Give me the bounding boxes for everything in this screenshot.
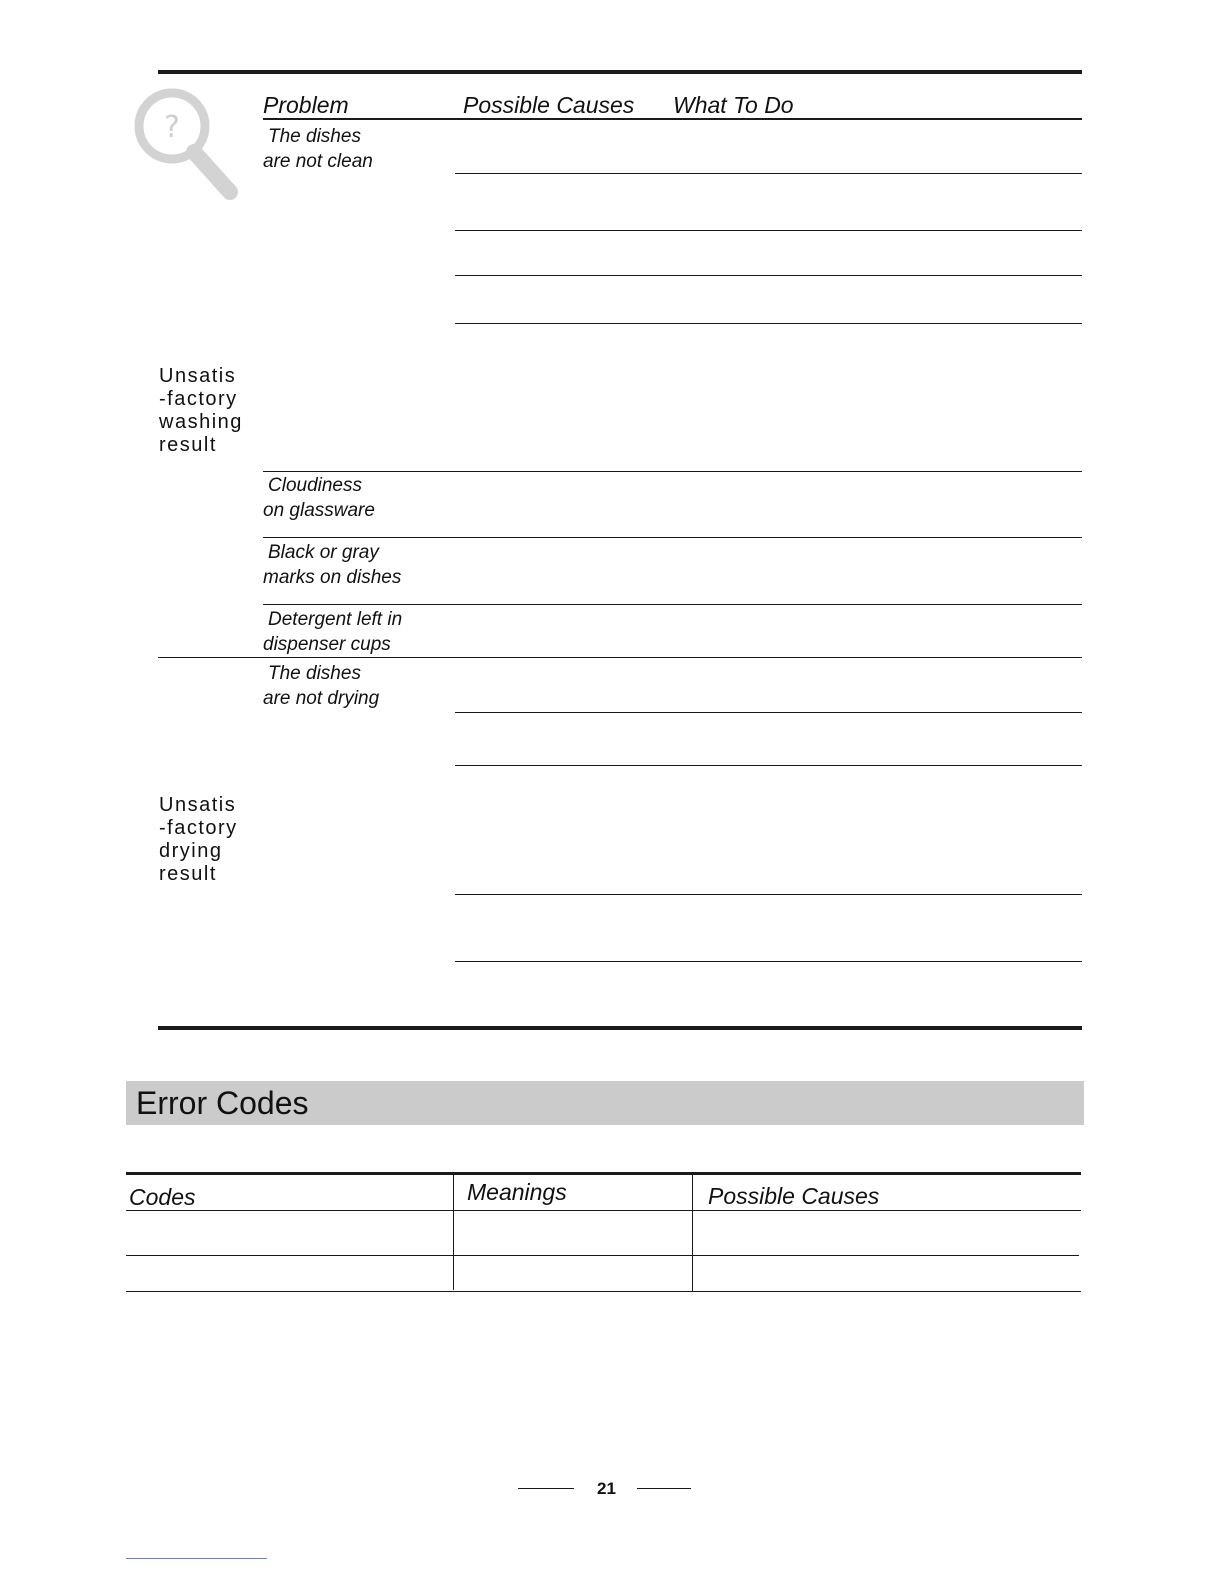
row-divider <box>126 1255 1079 1256</box>
category-line: result <box>159 863 217 885</box>
problem-black-gray-marks <box>263 540 401 590</box>
problem-cloudiness <box>263 473 375 523</box>
category-drying <box>159 794 238 886</box>
footnote-rule <box>126 1558 267 1559</box>
problem-line: marks on dishes <box>263 567 402 588</box>
problem-divider <box>263 604 1082 605</box>
problem-detergent-left <box>263 607 402 657</box>
category-line: result <box>159 434 217 456</box>
header-possible-causes: Possible Causes <box>708 1183 880 1209</box>
category-washing <box>159 365 243 457</box>
header-codes: Codes <box>129 1184 196 1210</box>
table-top-rule <box>158 70 1082 74</box>
problem-divider <box>263 471 1082 472</box>
problem-line: are not drying <box>263 688 380 709</box>
cause-divider <box>455 712 1082 713</box>
problem-dishes-not-clean <box>263 124 373 174</box>
problem-line: The dishes <box>268 663 361 684</box>
section-title: Error Codes <box>136 1085 309 1121</box>
error-table-top-rule <box>126 1172 1081 1175</box>
page-number: 21 <box>597 1479 616 1498</box>
category-line: washing <box>159 411 243 433</box>
problem-line: Black or gray <box>268 542 379 563</box>
cause-divider <box>455 275 1082 276</box>
header-problem: Problem <box>263 92 349 118</box>
table-bottom-rule <box>158 1026 1082 1030</box>
cause-divider <box>455 230 1082 231</box>
magnifier-question-icon <box>132 86 244 204</box>
cause-divider <box>455 173 1082 174</box>
cause-divider <box>455 765 1082 766</box>
problem-line: dispenser cups <box>263 634 391 655</box>
cause-divider <box>455 961 1082 962</box>
problem-divider <box>263 537 1082 538</box>
column-divider <box>453 1175 454 1290</box>
header-underline <box>263 118 1082 120</box>
cause-divider <box>455 894 1082 895</box>
category-line: -factory <box>159 388 238 410</box>
cause-divider <box>455 323 1082 324</box>
category-line: -factory <box>159 817 238 839</box>
problem-line: The dishes <box>268 126 361 147</box>
problem-dishes-not-drying <box>263 661 379 711</box>
section-divider <box>158 657 1082 658</box>
problem-line: are not clean <box>263 151 373 172</box>
category-line: drying <box>159 840 223 862</box>
row-divider <box>126 1210 1081 1211</box>
category-line: Unsatis <box>159 365 237 387</box>
problem-line: Cloudiness <box>268 475 362 496</box>
header-what-to-do: What To Do <box>673 92 794 118</box>
row-divider <box>126 1291 1081 1292</box>
error-codes-banner <box>126 1081 1084 1125</box>
footer-rule-left <box>518 1488 574 1489</box>
svg-text:?: ? <box>164 110 180 145</box>
footer-rule-right <box>637 1488 691 1489</box>
problem-line: on glassware <box>263 500 375 521</box>
problem-line: Detergent left in <box>268 609 403 630</box>
column-divider <box>692 1175 693 1292</box>
header-meanings: Meanings <box>467 1179 567 1205</box>
header-possible-causes: Possible Causes <box>463 92 635 118</box>
category-line: Unsatis <box>159 794 237 816</box>
